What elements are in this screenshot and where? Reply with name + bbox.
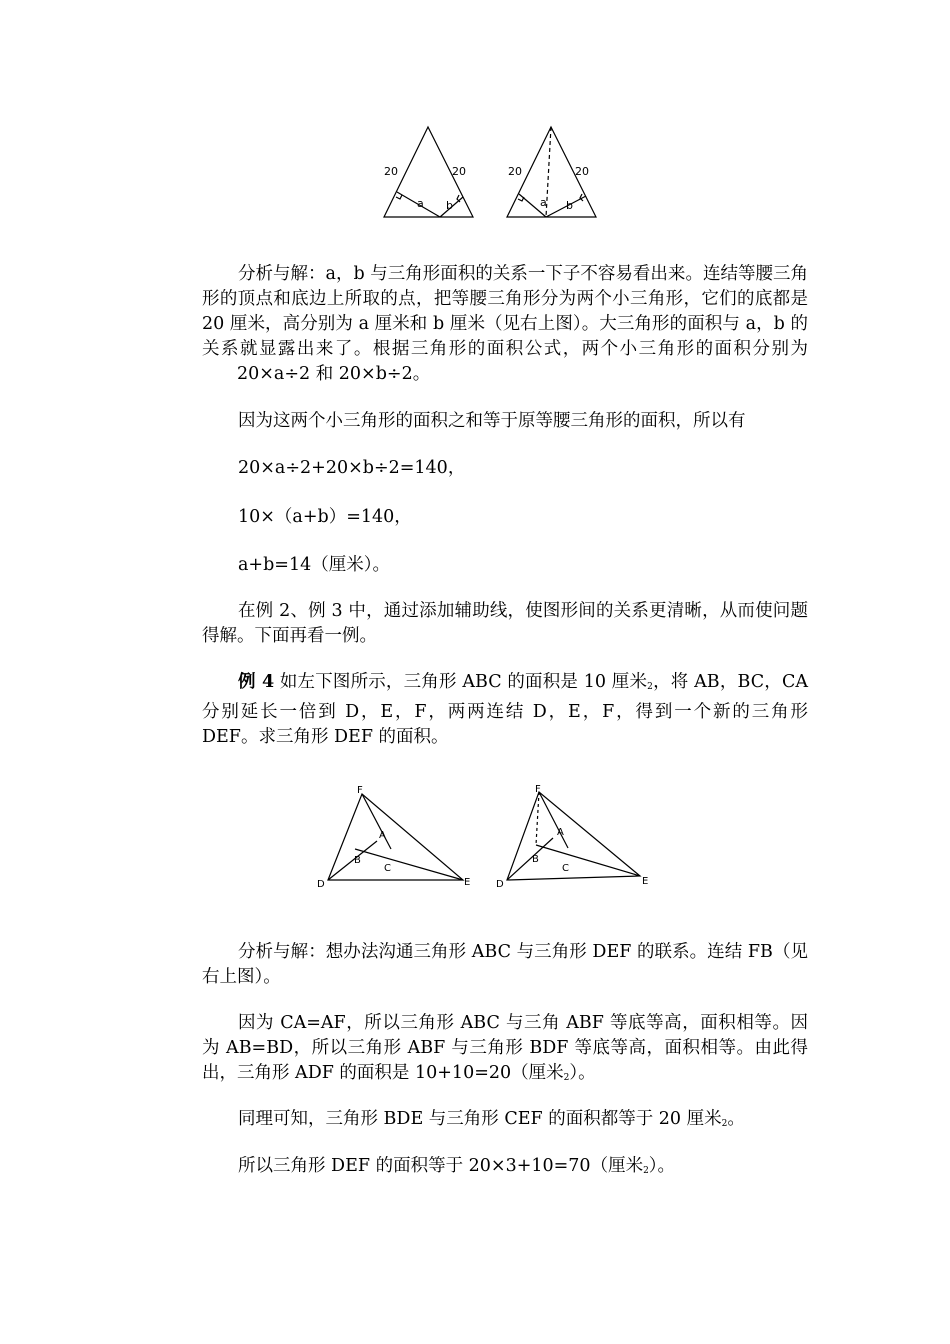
- vertex-e-label: E: [642, 876, 649, 887]
- reasoning-unit-exponent: 2: [563, 1073, 570, 1083]
- analysis-paragraph-3: 分析与解：想办法沟通三角形 ABC 与三角形 DEF 的联系。连结 FB（见右上图）。: [202, 942, 808, 987]
- vertex-f-label: F: [357, 785, 363, 796]
- example-4-unit-exponent: 2: [647, 682, 653, 692]
- reasoning-text-b: ）。: [569, 1063, 596, 1083]
- left-side-label: 20: [384, 165, 398, 178]
- segment-f-to-c: [539, 792, 568, 848]
- right-angle-mark-b: [457, 195, 460, 202]
- analysis-paragraph-1: 分析与解：a，b 与三角形面积的关系一下子不容易看出来。连结等腰三角形的顶点和底边上所取的点，把等腰三角形分为两个小三角形，它们的底都是 20 厘米，高分别为 a 厘米和 b 厘米（见右上图）。大三角形的面积与 a，b 的关系就显露出来了。根据三角形的面积公式，两个小三角形的面积分别为 20×a÷2 和 20×b÷2。: [202, 264, 808, 384]
- segment-b-to-e: [536, 845, 640, 876]
- vertex-a-label: A: [379, 830, 386, 841]
- isosceles-triangles-svg: [370, 120, 610, 225]
- vertex-f-label: F: [535, 784, 541, 795]
- vertex-c-label: C: [562, 863, 569, 874]
- equation-3: a+b=14（厘米）。: [238, 555, 390, 575]
- vertex-b-label: B: [532, 854, 539, 865]
- right-angle-mark-a: [396, 195, 402, 199]
- segment-b-to-e: [355, 849, 463, 880]
- isosceles-triangles-figure: [370, 120, 610, 225]
- vertex-a-label: A: [557, 827, 564, 838]
- right-angle-mark-a: [518, 197, 524, 201]
- equation-2: 10×（a+b）=140，: [238, 507, 412, 527]
- vertex-d-label: D: [317, 879, 325, 890]
- apex-dashed-line: [546, 127, 551, 217]
- vertex-c-label: C: [384, 863, 391, 874]
- vertex-b-label: B: [354, 855, 361, 866]
- conclusion-text-b: ）。: [648, 1156, 676, 1176]
- equation-1: 20×a÷2+20×b÷2=140，: [238, 458, 466, 478]
- left-side-label: 20: [508, 165, 522, 178]
- triangle-def-svg: [310, 780, 660, 895]
- transition-paragraph: 在例 2、例 3 中，通过添加辅助线，使图形间的关系更清晰，从而使问题得解。下面再看一例。: [202, 601, 808, 646]
- example-4-text-a: 如左下图所示，三角形 ABC 的面积是 10 厘米: [274, 672, 648, 692]
- triangle-def-outline: [507, 792, 640, 880]
- conclusion-text-a: 所以三角形 DEF 的面积等于 20×3+10=70（厘米: [238, 1156, 644, 1176]
- similarly-text-b: 。: [727, 1109, 745, 1129]
- example-4-text-b: ，将 AB，BC，CA 分别延长一倍到 D，E，F，两两连结 D，E，F，得到一个新的三角形 DEF。求三角形 DEF 的面积。: [202, 672, 808, 747]
- similarly-paragraph: [202, 1107, 808, 1137]
- similarly-unit-exponent: 2: [721, 1119, 728, 1129]
- conclusion-unit-exponent: 2: [643, 1166, 649, 1176]
- vertex-e-label: E: [464, 877, 471, 888]
- conclusion-paragraph: [202, 1154, 808, 1184]
- example-4-label: 例 4: [238, 672, 275, 692]
- left-triangle-def: [328, 794, 463, 880]
- right-triangle-def: [507, 792, 640, 880]
- segment-b-label: b: [566, 199, 573, 212]
- example-4-paragraph: [202, 670, 808, 750]
- analysis-paragraph-2: 因为这两个小三角形的面积之和等于原等腰三角形的面积，所以有: [238, 411, 746, 431]
- segment-a-label: a: [417, 197, 424, 210]
- similarly-text-a: 同理可知，三角形 BDE 与三角形 CEF 的面积都等于 20 厘米: [238, 1109, 722, 1129]
- segment-b-label: b: [446, 199, 453, 212]
- reasoning-text-a: 因为 CA=AF，所以三角形 ABC 与三角 ABF 等底等高，面积相等。因为 AB=BD，所以三角形 ABF 与三角形 BDF 等底等高，面积相等。由此得出，三角形 ADF 的面积是 10+10=20（厘米: [202, 1013, 808, 1083]
- reasoning-paragraph: [202, 1011, 808, 1091]
- vertex-d-label: D: [496, 879, 504, 890]
- right-side-label: 20: [452, 165, 466, 178]
- segment-d-to-a: [507, 838, 553, 880]
- right-side-label: 20: [575, 165, 589, 178]
- triangle-def-outline: [328, 794, 463, 880]
- triangle-def-figure: [310, 780, 660, 895]
- segment-a-label: a: [540, 196, 547, 209]
